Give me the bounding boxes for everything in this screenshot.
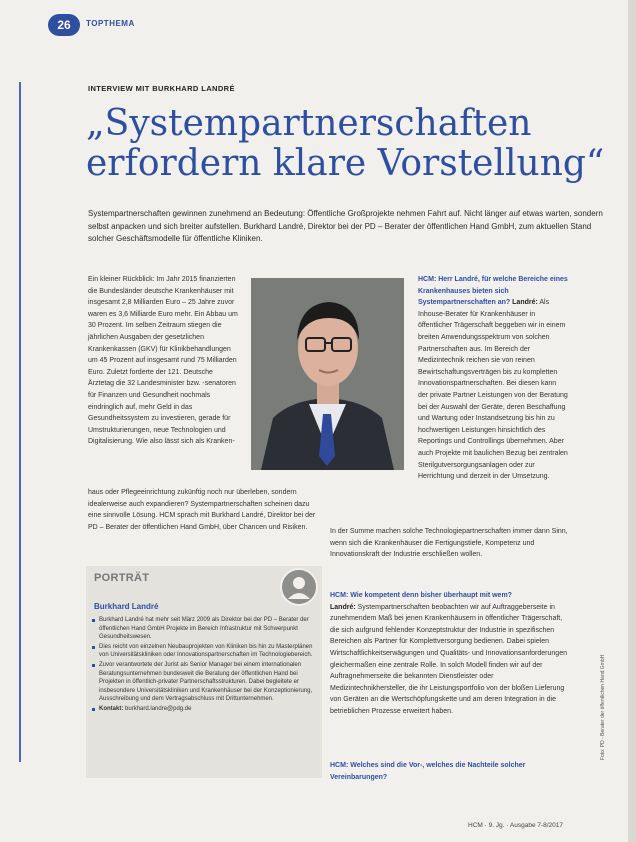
photo-credit: Foto: PD - Berater der öffentlichen Hand GmbH: [600, 654, 606, 760]
portrait-photo: [251, 278, 404, 470]
article-lead: Systempartnerschaften gewinnen zunehmend an Bedeutung: Öffentliche Großprojekte nehmen Fahrt auf. Nicht länger auf etwas warten, sondern selbst anpacken und sich breiter aufstellen. Burkhard Landré, Direktor bei der PD – Berater der öffentlichen Hand GmbH, zum aktuellen Stand solcher Geschäftsmodelle für öffentliche Kliniken.: [88, 209, 603, 243]
answer-1-continued: In der Summe machen solche Technologiepartnerschaften immer dann Sinn, wenn sich die Krankenhäuser die Fertigungstiefe, Kompetenz und Innovationskraft der Industrie erschließen wollen.: [330, 528, 568, 559]
portrait-name: Burkhard Landré: [94, 602, 159, 611]
article-kicker: INTERVIEW MIT BURKHARD LANDRÉ: [88, 84, 235, 93]
question-1: HCM: Herr Landré, für welche Bereiche eines Krankenhauses bieten sich Systempartnerschaften an?: [418, 276, 568, 307]
portrait-box: [86, 566, 322, 778]
margin-rule: [19, 82, 21, 762]
article-headline: „Systempartnerschaften erfordern klare Vorstellung“: [86, 103, 605, 184]
answer-1-label: Landré:: [512, 299, 538, 307]
question-2: HCM: Wie kompetent denn bisher überhaupt mit wem?: [330, 592, 512, 599]
contact-email[interactable]: burkhard.landre@pdg.de: [125, 705, 192, 712]
avatar-icon: [280, 568, 318, 606]
intro-paragraph: Ein kleiner Rückblick: Im Jahr 2015 finanzierten die Bundesländer deutsche Krankenhäuser mit insgesamt 2,8 Milliarden Euro – 25 Jahre zuvor waren es 3,6 Milliarde Euro mehr. Ein Abbau um 30 Prozent. Im selben Zeitraum stiegen die jährlichen Ausgaben der gesetzlichen Krankenkassen (GKV) für Klinikbehandlungen um 45 Prozent auf insgesamt rund 75 Milliarden Euro. Zuletzt forderte der 121. Deutsche Ärztetag die 32 Landesminister bzw. -senatoren für Finanzen und Gesundheit nochmals eindringlich auf, mehr Geld in das Gesundheitssystem zu investieren, gerade für Umstrukturierungen, neue Technologien und Digitalisierung. Wie also lässt sich als Kranken-: [88, 276, 238, 446]
answer-2-label: Landré:: [330, 603, 356, 611]
portrait-item: Burkhard Landré hat mehr seit März 2009 als Direktor bei der PD – Berater der öffentlichen Hand GmbH Projekte im Bereich Infrastruktur mit Schwerpunkt Gesundheitswesen.: [92, 616, 314, 642]
portrait-item: Dies reicht von einzelnen Neubauprojekten von Kliniken bis hin zu Masterplänen von Universitätskliniken oder Innovationspartnerschaften im Technologiebereich.: [92, 643, 314, 660]
section-label: TOPTHEMA: [86, 19, 135, 28]
interview-answer-1: [418, 274, 568, 483]
page-number: 26: [48, 14, 80, 36]
page-footer: HCM · 9. Jg. · Ausgabe 7-8/2017: [468, 822, 564, 829]
portrait-contact: [92, 705, 314, 714]
portrait-title: PORTRÄT: [94, 572, 150, 584]
portrait-list: [92, 616, 314, 715]
contact-label: Kontakt:: [99, 705, 124, 712]
page-edge: [628, 0, 636, 842]
intro-continued: haus oder Pflegeeinrichtung zukünftig noch nur überleben, sondern idealerweise auch expandieren? Systempartnerschaften scheinen dazu eine sinnvolle Lösung. HCM sprach mit Burkhard Landré, Direktor bei der PD – Berater der öffentlichen Hand GmbH, über Chancen und Risiken.: [88, 489, 316, 531]
portrait-photo-art: [251, 278, 404, 470]
interview-answer-2: [330, 590, 568, 718]
answer-1-text: Als Inhouse-Berater für Krankenhäuser in öffentlicher Trägerschaft beggeben wir in einem breiten Anwendungsspektrum von solchen Partnerschaften aus. Im Bereich der Medizintechnik reichen sie von reinen Bewirtschaftungsverträgen bis zu kompletten Innovationspartnerschaften. Bei diesen kann der private Partner Leistungen von der Beratung bei der Auswahl der Geräte, deren Beschaffung und Wartung oder Instandsetzung bis hin zu hochwertigen Leistungen hinsichtlich des Reportings und Controllings übernehmen. Aber auch Projekte mit baulichen Bezug bei zentralen Sterilgutversorgungsanlagen oder zur Herrichtung und derzeit in der Umsetzung.: [418, 299, 568, 481]
answer-2-text: Systempartnerschaften beobachten wir auf Auftraggeberseite in zunehmendem Maß bei jenen Krankenhäusern in öffentlicher Trägerschaft, die sich aufgrund fehlender Konzeptstruktur der Industrie in spezifischen Bereichen als Partner für Komplettversorgung bedienen. Dabei spielen Wirtschaftlichkeitserwägungen und Qualitäts- und Innovationsanforderungen gleichermaßen eine zentrale Rolle. In solch Modell finden wir auf der Auftragnehmerseite die bekannten Dienstleister oder Medizintechnikhersteller, die ihr Leistungsportfolio von der bloßen Lieferung von Geräten an die Wertschöpfungskette und am deren Integration in die betrieblichen Prozesse erweitert haben.: [330, 603, 567, 715]
question-3-text: HCM: Welches sind die Vor-, welches die Nachteile solcher Vereinbarungen?: [330, 762, 526, 781]
portrait-item: Zuvor verantwortete der Jurist als Senior Manager bei einem internationalen Beratungsunternehmen bundesweit die Beratung der öffentlichen Hand bei Projekten in öffentlich-privater Partnerschaftsstrukturen. Dabei begleitete er insbesondere Universitätskliniken und Krankenhäuser bei der Konzeptionierung, Ausschreibung und dem Vertragsabschluss mit Drittunternehmen.: [92, 661, 314, 704]
question-3: [330, 760, 568, 783]
